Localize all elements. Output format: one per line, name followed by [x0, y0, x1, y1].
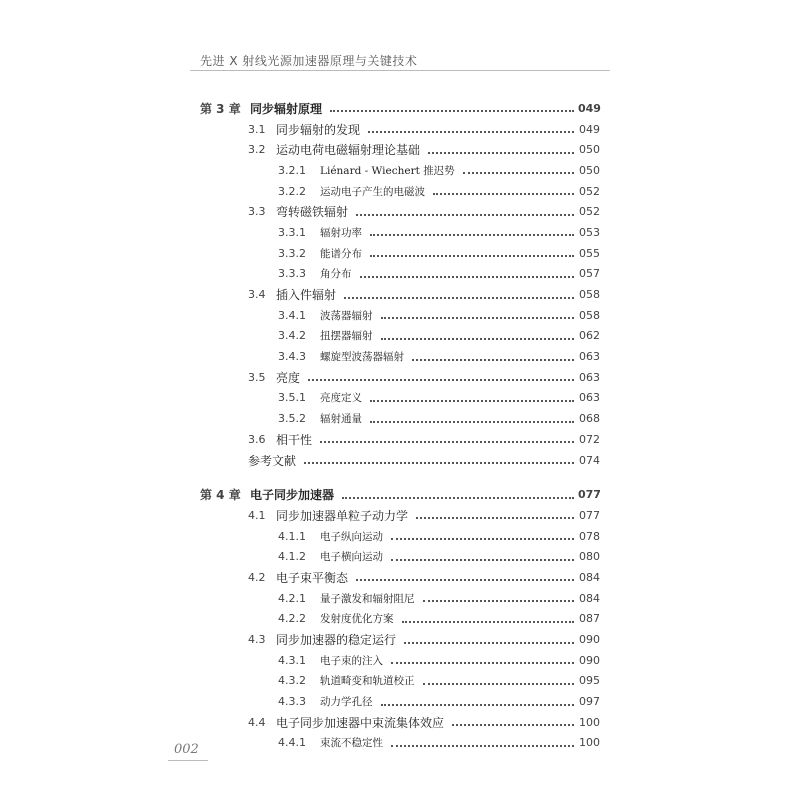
toc-entry-title: 电子同步加速器: [250, 488, 335, 503]
page-number: 002: [174, 742, 199, 757]
toc-leader-dots: [391, 745, 574, 747]
toc-entry: [200, 650, 600, 671]
toc-leader-dots: [330, 110, 574, 112]
toc-entry: [200, 429, 600, 450]
toc-leader-dots: [404, 642, 574, 644]
toc-leader-dots: [370, 421, 574, 423]
toc-entry-page: 058: [579, 308, 600, 322]
toc-entry: [200, 712, 600, 733]
toc-entry-number: 3.5.1: [278, 391, 306, 405]
toc-entry-title: 发射度优化方案: [320, 613, 394, 626]
toc-leader-dots: [344, 297, 574, 299]
toc-leader-dots: [391, 662, 574, 664]
toc-entry-number: 4.4.1: [278, 736, 306, 750]
toc-leader-dots: [423, 600, 575, 602]
toc-entry-page: 063: [579, 350, 600, 364]
toc-entry-number: 4.3: [248, 633, 266, 647]
toc-entry: [200, 243, 600, 264]
toc-entry: [200, 119, 600, 140]
toc-entry-title: 同步辐射的发现: [276, 122, 361, 137]
toc-leader-dots: [428, 152, 574, 154]
toc-leader-dots: [370, 255, 574, 257]
toc-entry-number: 4.2: [248, 570, 266, 584]
toc-leader-dots: [381, 704, 575, 706]
toc-entry: [200, 588, 600, 609]
toc-leader-dots: [433, 193, 574, 195]
toc-entry: [200, 691, 600, 712]
toc-entry-title: 辐射通量: [320, 413, 362, 426]
toc-entry: [200, 367, 600, 388]
toc-entry-number: 3.3.1: [278, 225, 306, 239]
toc-leader-dots: [452, 724, 574, 726]
toc-entry-number: 3.3.3: [278, 267, 306, 281]
toc-entry-number: 3.3.2: [278, 246, 306, 260]
toc-entry-page: 058: [579, 288, 600, 302]
toc-entry-number: 3.3: [248, 205, 266, 219]
toc-entry-page: 087: [579, 612, 600, 626]
toc-entry: [200, 160, 600, 181]
toc-entry-page: 062: [579, 329, 600, 343]
toc-entry: [200, 526, 600, 547]
toc-entry-title: 螺旋型波荡器辐射: [320, 351, 404, 364]
toc-entry-title: 能谱分布: [320, 247, 362, 260]
toc-entry-number: 3.2.2: [278, 184, 306, 198]
toc-leader-dots: [463, 172, 574, 174]
toc-entry: [200, 346, 600, 367]
toc-entry-title: Liénard - Wiechert 推迟势: [320, 164, 455, 177]
running-header: 先进 X 射线光源加速器原理与关键技术: [200, 54, 418, 68]
toc-entry-title: 运动电子产生的电磁波: [320, 185, 425, 198]
toc-leader-dots: [356, 214, 574, 216]
toc-entry: [200, 671, 600, 692]
toc-leader-dots: [391, 538, 574, 540]
toc-leader-dots: [391, 559, 574, 561]
toc-entry-number: 3.5.2: [278, 412, 306, 426]
toc-entry: [200, 546, 600, 567]
table-of-contents: [200, 98, 600, 753]
toc-leader-dots: [381, 317, 575, 319]
toc-chapter-entry: [200, 484, 600, 505]
toc-entry-title: 动力学孔径: [320, 696, 373, 709]
toc-entry: [200, 139, 600, 160]
toc-entry-number: 4.2.1: [278, 591, 306, 605]
toc-leader-dots: [342, 497, 574, 499]
toc-entry-page: 084: [579, 591, 600, 605]
toc-leader-dots: [370, 234, 574, 236]
toc-leader-dots: [402, 621, 575, 623]
toc-entry-number: 3.1: [248, 122, 266, 136]
toc-entry-page: 052: [579, 184, 600, 198]
toc-entry-number: 3.4.2: [278, 329, 306, 343]
toc-entry-page: 068: [579, 412, 600, 426]
toc-entry-number: 4.4: [248, 715, 266, 729]
toc-entry-page: 090: [579, 633, 600, 647]
toc-entry-number: 3.2: [248, 143, 266, 157]
toc-entry: [200, 609, 600, 630]
toc-entry-number: 4.1: [248, 508, 266, 522]
toc-leader-dots: [320, 441, 574, 443]
toc-entry-number: 4.2.2: [278, 612, 306, 626]
header-rule: [190, 70, 610, 71]
toc-entry-page: 078: [579, 529, 600, 543]
toc-entry-page: 095: [579, 674, 600, 688]
toc-entry-title: 电子束的注入: [320, 654, 383, 667]
toc-entry-title: 运动电荷电磁辐射理论基础: [276, 143, 421, 158]
toc-leader-dots: [370, 400, 574, 402]
toc-entry-page: 053: [579, 225, 600, 239]
toc-entry-number: 3.4.3: [278, 350, 306, 364]
toc-entry-page: 074: [579, 453, 600, 467]
toc-entry-page: 052: [579, 205, 600, 219]
footer-rule: [168, 760, 208, 761]
toc-entry-title: 波荡器辐射: [320, 309, 373, 322]
toc-entry-number: 3.6: [248, 432, 266, 446]
toc-entry-title: 参考文献: [248, 453, 297, 468]
toc-entry-page: 057: [579, 267, 600, 281]
toc-entry-title: 辐射功率: [320, 226, 362, 239]
toc-entry: [200, 408, 600, 429]
toc-entry-page: 063: [579, 391, 600, 405]
toc-entry-page: 055: [579, 246, 600, 260]
toc-entry-title: 电子同步加速器中束流集体效应: [276, 715, 445, 730]
toc-entry: [200, 450, 600, 471]
toc-entry-title: 角分布: [320, 268, 352, 281]
toc-entry: [200, 733, 600, 754]
toc-entry-title: 电子横向运动: [320, 551, 383, 564]
toc-entry-page: 077: [578, 488, 601, 502]
toc-entry-title: 电子纵向运动: [320, 530, 383, 543]
toc-entry-title: 亮度: [276, 370, 301, 385]
toc-entry: [200, 326, 600, 347]
toc-entry-number: 3.4.1: [278, 308, 306, 322]
toc-chapter-entry: [200, 98, 600, 119]
toc-entry-title: 弯转磁铁辐射: [276, 205, 349, 220]
toc-entry-page: 080: [579, 550, 600, 564]
toc-entry-title: 亮度定义: [320, 392, 362, 405]
toc-entry-page: 072: [579, 432, 600, 446]
toc-leader-dots: [304, 462, 574, 464]
toc-entry: [200, 505, 600, 526]
toc-entry-title: 插入件辐射: [276, 288, 337, 303]
toc-entry: [200, 284, 600, 305]
toc-entry-number: 4.3.1: [278, 653, 306, 667]
toc-entry-title: 量子激发和辐射阻尼: [320, 592, 415, 605]
toc-entry: [200, 567, 600, 588]
toc-leader-dots: [308, 379, 574, 381]
toc-entry-title: 同步辐射原理: [250, 101, 323, 116]
toc-entry-page: 077: [579, 508, 600, 522]
toc-entry-page: 049: [579, 122, 600, 136]
toc-entry-page: 084: [579, 570, 600, 584]
toc-entry-title: 扭摆器辐射: [320, 330, 373, 343]
toc-leader-dots: [416, 517, 574, 519]
toc-entry-number: 4.1.2: [278, 550, 306, 564]
toc-entry-number: 3.2.1: [278, 163, 306, 177]
toc-entry-page: 090: [579, 653, 600, 667]
toc-entry: [200, 305, 600, 326]
toc-leader-dots: [368, 131, 574, 133]
toc-leader-dots: [423, 683, 575, 685]
toc-entry-number: 3.5: [248, 370, 266, 384]
toc-entry-title: 电子束平衡态: [276, 570, 349, 585]
toc-entry: [200, 222, 600, 243]
toc-entry-page: 100: [579, 736, 600, 750]
toc-entry: [200, 629, 600, 650]
toc-entry-page: 097: [579, 695, 600, 709]
toc-entry-number: 3.4: [248, 288, 266, 302]
toc-entry: [200, 201, 600, 222]
toc-entry-number: 第 4 章: [200, 488, 241, 503]
toc-entry-page: 050: [579, 143, 600, 157]
toc-entry-number: 4.3.2: [278, 674, 306, 688]
toc-entry-page: 100: [579, 715, 600, 729]
toc-entry-title: 束流不稳定性: [320, 737, 383, 750]
toc-leader-dots: [412, 359, 574, 361]
toc-leader-dots: [360, 276, 575, 278]
toc-entry-title: 相干性: [276, 432, 313, 447]
toc-entry-number: 第 3 章: [200, 101, 241, 116]
toc-leader-dots: [381, 338, 575, 340]
toc-entry: [200, 388, 600, 409]
toc-entry-page: 050: [579, 163, 600, 177]
toc-entry: [200, 264, 600, 285]
toc-entry-number: 4.1.1: [278, 529, 306, 543]
toc-leader-dots: [356, 579, 574, 581]
toc-entry-page: 049: [578, 101, 601, 115]
toc-entry-number: 4.3.3: [278, 695, 306, 709]
toc-entry-title: 同步加速器的稳定运行: [276, 633, 397, 648]
toc-entry-page: 063: [579, 370, 600, 384]
toc-entry-title: 轨道畸变和轨道校正: [320, 675, 415, 688]
toc-entry: [200, 181, 600, 202]
toc-entry-title: 同步加速器单粒子动力学: [276, 508, 409, 523]
